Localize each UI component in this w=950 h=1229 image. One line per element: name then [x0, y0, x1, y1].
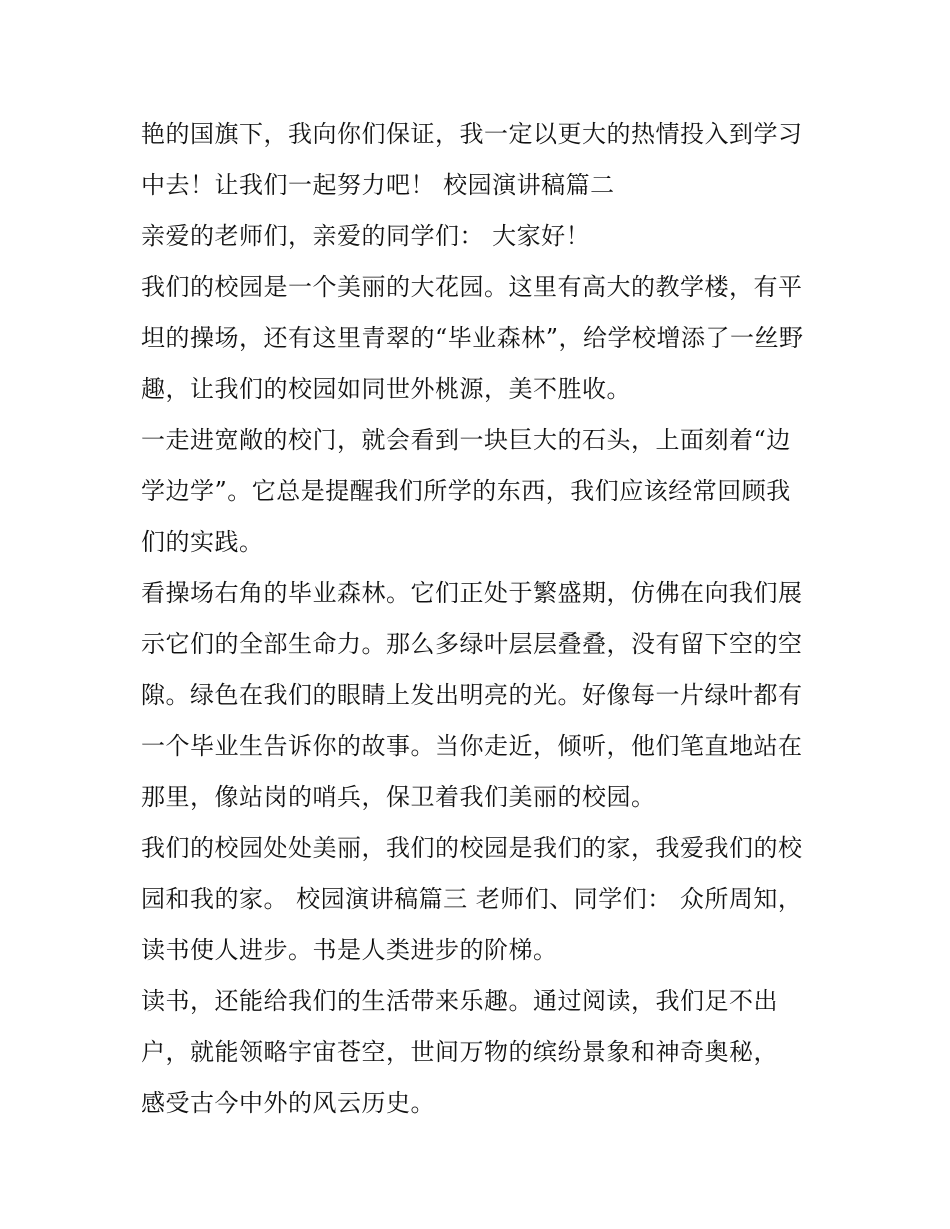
text-line: 读书，还能给我们的生活带来乐趣。通过阅读，我们足不出	[141, 987, 778, 1015]
text-line: 园和我的家。 校园演讲稿篇三 老师们、同学们： 众所周知，	[141, 885, 803, 913]
text-line: 中去！让我们一起努力吧！ 校园演讲稿篇二	[141, 171, 615, 199]
text-line: 一个毕业生告诉你的故事。当你走近，倾听，他们笔直地站在	[141, 732, 803, 760]
text-line: 艳的国旗下，我向你们保证，我一定以更大的热情投入到学习	[141, 120, 803, 148]
text-line: 坦的操场，还有这里青翠的“毕业森林”，给学校增添了一丝野	[141, 324, 804, 352]
text-line: 读书使人进步。书是人类进步的阶梯。	[141, 936, 558, 964]
text-line: 感受古今中外的风云历史。	[141, 1089, 435, 1117]
text-line: 我们的校园是一个美丽的大花园。这里有高大的教学楼，有平	[141, 273, 803, 301]
text-line: 户，就能领略宇宙苍空，世间万物的缤纷景象和神奇奥秘，	[141, 1038, 778, 1066]
text-line: 趣，让我们的校园如同世外桃源，美不胜收。	[141, 375, 631, 403]
text-line: 一走进宽敞的校门，就会看到一块巨大的石头，上面刻着“边	[141, 426, 791, 454]
document-body	[141, 109, 821, 1129]
text-line: 们的实践。	[141, 528, 264, 556]
text-line: 我们的校园处处美丽，我们的校园是我们的家，我爱我们的校	[141, 834, 803, 862]
text-line: 隙。绿色在我们的眼睛上发出明亮的光。好像每一片绿叶都有	[141, 681, 803, 709]
text-line: 学边学”。它总是提醒我们所学的东西，我们应该经常回顾我	[141, 477, 791, 505]
text-line: 亲爱的老师们，亲爱的同学们： 大家好！	[141, 222, 591, 250]
text-line: 示它们的全部生命力。那么多绿叶层层叠叠，没有留下空的空	[141, 630, 803, 658]
text-line: 那里，像站岗的哨兵，保卫着我们美丽的校园。	[141, 783, 656, 811]
text-line: 看操场右角的毕业森林。它们正处于繁盛期，仿佛在向我们展	[141, 579, 803, 607]
